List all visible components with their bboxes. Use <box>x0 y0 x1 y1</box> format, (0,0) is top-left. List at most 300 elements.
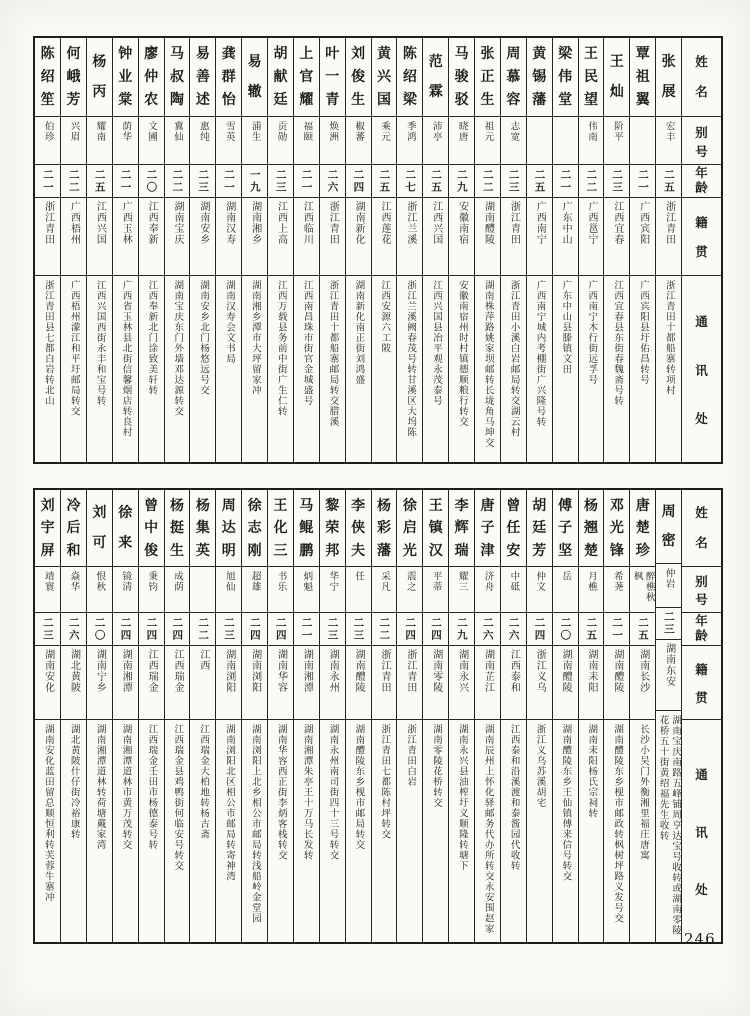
native-place-cell: 江西 <box>190 645 215 719</box>
alias-cell: 超雄 <box>242 566 267 612</box>
alias-cell: 震之 <box>397 566 422 612</box>
age-cell: 二三 <box>216 612 241 645</box>
address-cell: 江西宜春县东街春魏斋号转 <box>604 275 629 462</box>
address-cell: 江西南昌珠市街官金城盛号 <box>294 275 319 462</box>
native-place-cell: 广东中山 <box>553 197 578 275</box>
person-column <box>35 38 60 462</box>
name-cell: 上 官 耀 <box>299 46 314 108</box>
alias-cell: 宏丰 <box>656 116 681 164</box>
address-cell: 湖北黄陂什仔街冷裕康转 <box>61 719 86 942</box>
address-cell: 湖南永兴县油榨圩义顺隆转塘下 <box>449 719 474 942</box>
native-place-cell: 浙江青田 <box>35 197 60 275</box>
alias-cell <box>190 566 215 612</box>
address-cell: 湖南耒阳杨氏宗祠转 <box>579 719 604 942</box>
person-column <box>474 38 500 462</box>
alias-cell: 济舟 <box>475 566 500 612</box>
address-cell: 浙江青田七都陈村坪转交 <box>372 719 397 942</box>
address-cell: 江西瑞金壬田市杨德泰号转 <box>139 719 164 942</box>
address-cell: 长沙小吴门外衡湘里福庄唐寓 <box>630 719 655 942</box>
name-cell: 李 侠 夫 <box>351 497 366 559</box>
native-place-cell: 湖南宁乡 <box>87 645 112 719</box>
person-column <box>345 490 371 942</box>
header-native-place: 籍 贯 <box>682 197 721 275</box>
alias-cell: 旭仙 <box>216 566 241 612</box>
name-cell: 杨 翘 楚 <box>583 497 598 559</box>
address-cell: 湖南永州南司街四十三号转交 <box>320 719 345 942</box>
age-cell: 二二 <box>372 612 397 645</box>
alias-cell: 兴眉 <box>61 116 86 164</box>
address-cell: 湖南辰州上怀化驿邮务代办所转交永安围赵家 <box>475 719 500 942</box>
native-place-cell: 安徽南宿 <box>449 197 474 275</box>
header-name: 姓 名 <box>695 505 708 550</box>
name-cell: 刘 俊 生 <box>351 46 366 108</box>
native-place-cell: 广西南宁 <box>527 197 552 275</box>
age-cell: 二六 <box>320 164 345 197</box>
name-cell: 梁 伟 堂 <box>558 46 573 108</box>
native-place-cell: 江西兴国 <box>87 197 112 275</box>
person-column <box>138 38 164 462</box>
name-cell: 龚 群 怡 <box>221 46 236 108</box>
alias-cell: 炳魁 <box>294 566 319 612</box>
person-column <box>241 38 267 462</box>
person-column <box>371 490 397 942</box>
name-cell: 杨 挺 生 <box>169 497 184 559</box>
address-cell: 浙江青田小溪白岩邮局转交湖云村 <box>501 275 526 462</box>
age-cell: 二二 <box>579 164 604 197</box>
alias-cell: 浦生 <box>242 116 267 164</box>
alias-cell: 月樵 <box>579 566 604 612</box>
name-cell: 黄 兴 国 <box>376 46 391 108</box>
address-cell: 浙江兰溪阙春茂号转甘溪区大坞陈 <box>397 275 422 462</box>
native-place-cell: 湖南湘潭 <box>294 645 319 719</box>
alias-cell: 志宽 <box>501 116 526 164</box>
name-cell: 曾 任 安 <box>506 497 521 559</box>
native-place-cell: 湖南醴陵 <box>604 645 629 719</box>
alias-cell: 希荛 <box>604 566 629 612</box>
address-cell: 广西梧州濛江和平圩邮局转交 <box>61 275 86 462</box>
person-column <box>189 38 215 462</box>
name-cell: 刘 可 <box>92 505 107 551</box>
name-cell: 陈 绍 梁 <box>402 46 417 108</box>
person-column <box>189 490 215 942</box>
person-column <box>164 38 190 462</box>
name-cell: 徐 来 <box>118 505 133 551</box>
address-cell: 湖南宝庆南路五峰铺周亨达宝号收转或湖南零陵花桥五十街黄绍福先生收转 <box>656 710 681 942</box>
alias-cell: 伯珍 <box>35 116 60 164</box>
alias-cell <box>630 116 655 164</box>
person-column <box>345 38 371 462</box>
alias-cell: 平蒂 <box>423 566 448 612</box>
address-cell: 湖南湘潭道林转荷塘戴家湾 <box>87 719 112 942</box>
alias-cell: 焱华 <box>61 566 86 612</box>
alias-cell: 焕洲 <box>320 116 345 164</box>
alias-cell: 岳 <box>553 566 578 612</box>
alias-cell: 文圃 <box>139 116 164 164</box>
person-column <box>552 38 578 462</box>
age-cell: 一九 <box>242 164 267 197</box>
age-cell: 二一 <box>216 164 241 197</box>
alias-cell: 荫华 <box>113 116 138 164</box>
alias-cell: 季鸿 <box>397 116 422 164</box>
person-column <box>603 38 629 462</box>
age-cell: 二四 <box>527 612 552 645</box>
name-cell: 邓 光 锋 <box>609 497 624 559</box>
native-place-cell: 广西邕宁 <box>579 197 604 275</box>
address-cell: 浙江青田县七都白岩转北山 <box>35 275 60 462</box>
name-cell: 黄 锡 藩 <box>532 46 547 108</box>
name-cell: 周 慕 容 <box>506 46 521 108</box>
age-cell: 二〇 <box>139 164 164 197</box>
native-place-cell: 湖南醴陵 <box>346 645 371 719</box>
native-place-cell: 湖南永兴 <box>449 645 474 719</box>
alias-cell: 书乐 <box>268 566 293 612</box>
native-place-cell: 湖南东安 <box>656 639 681 710</box>
name-cell: 易 善 述 <box>195 46 210 108</box>
person-column <box>319 38 345 462</box>
native-place-cell: 湖南长沙 <box>630 645 655 719</box>
alias-cell: 乘元 <box>372 116 397 164</box>
name-cell: 范 霖 <box>428 53 443 101</box>
person-column <box>629 490 655 942</box>
name-cell: 马 叔 陶 <box>169 46 184 108</box>
name-cell: 易 辙 <box>247 53 262 101</box>
name-cell: 钟 业 棠 <box>118 46 133 108</box>
native-place-cell: 江西莲花 <box>372 197 397 275</box>
address-cell: 湖南汉寿会文书局 <box>216 275 241 462</box>
address-cell: 湖南新化南正街刘鸿盛 <box>346 275 371 462</box>
native-place-cell: 江西奉新 <box>139 197 164 275</box>
age-cell: 二六 <box>475 612 500 645</box>
native-place-cell: 湖南耒阳 <box>579 645 604 719</box>
age-cell: 二二 <box>190 612 215 645</box>
age-cell: 二五 <box>656 164 681 197</box>
person-column <box>164 490 190 942</box>
age-cell: 二五 <box>87 164 112 197</box>
native-place-cell: 广西玉林 <box>113 197 138 275</box>
person-column <box>526 490 552 942</box>
native-place-cell: 湖南芷江 <box>475 645 500 719</box>
alias-cell: 祖元 <box>475 116 500 164</box>
address-cell: 江西泰和沿溪渡和泰酱园代收转 <box>501 719 526 942</box>
name-cell: 叶 一 青 <box>325 46 340 108</box>
alias-cell: 耀三 <box>449 566 474 612</box>
name-cell: 胡 廷 芳 <box>532 497 547 559</box>
native-place-cell: 湖南醴陵 <box>553 645 578 719</box>
person-column <box>396 490 422 942</box>
person-column <box>422 38 448 462</box>
native-place-cell: 湖南零陵 <box>423 645 448 719</box>
age-cell: 二三 <box>501 164 526 197</box>
age-cell: 二四 <box>113 612 138 645</box>
person-column <box>35 490 60 942</box>
name-cell: 傅 子 坚 <box>558 497 573 559</box>
person-column <box>112 38 138 462</box>
alias-cell: 仲文 <box>527 566 552 612</box>
native-place-cell: 浙江青田 <box>501 197 526 275</box>
address-cell: 安徽南宿州时村镇德顺粮行转交 <box>449 275 474 462</box>
address-cell: 江西瑞金大柏地转杨古斋 <box>190 719 215 942</box>
address-cell: 湖南株萍路姚家坝邮转长垅角马坤交 <box>475 275 500 462</box>
address-cell: 广东中山县滕镇文田 <box>553 275 578 462</box>
person-column <box>86 490 112 942</box>
name-cell: 唐 楚 珍 <box>635 497 650 559</box>
address-cell: 江西瑞金县鸡鸭街何临安号转交 <box>165 719 190 942</box>
native-place-cell: 江西兴国 <box>423 197 448 275</box>
age-cell: 二三 <box>190 164 215 197</box>
name-cell: 杨 丙 <box>92 53 107 101</box>
native-place-cell: 湖南浏阳 <box>216 645 241 719</box>
name-cell: 王 民 望 <box>583 46 598 108</box>
address-cell: 湖南湘乡潭市大坪留家冲 <box>242 275 267 462</box>
age-cell: 二四 <box>346 164 371 197</box>
age-cell: 二一 <box>113 164 138 197</box>
person-column <box>578 38 604 462</box>
age-cell: 二六 <box>61 612 86 645</box>
address-cell: 湖南醴陵东乡枧市邮局转交 <box>346 719 371 942</box>
name-cell: 马 骏 驳 <box>454 46 469 108</box>
age-cell: 二四 <box>165 612 190 645</box>
alias-cell: 靖寰 <box>35 566 60 612</box>
name-cell: 周 密 <box>661 504 676 549</box>
name-cell: 徐 启 光 <box>402 497 417 559</box>
native-place-cell: 江西宜春 <box>604 197 629 275</box>
alias-cell: 伟南 <box>579 116 604 164</box>
person-column <box>655 38 681 462</box>
name-cell: 曾 中 俊 <box>144 497 159 559</box>
name-cell: 冷 后 和 <box>66 497 81 559</box>
age-cell: 二二 <box>61 164 86 197</box>
person-column <box>655 490 681 942</box>
name-cell: 王 灿 <box>609 53 624 101</box>
alias-cell: 镜清 <box>113 566 138 612</box>
address-cell: 湖南华容西正街李炳客栈转交 <box>268 719 293 942</box>
age-cell: 二一 <box>553 164 578 197</box>
address-cell: 江西兴国县冶平观永茂泰号 <box>423 275 448 462</box>
address-cell: 湖南安化蓝田留总顺恒利转芙蓉牛寨冲 <box>35 719 60 942</box>
address-cell: 江西奉新北门涂致美轩转 <box>139 275 164 462</box>
alias-cell: 惠纯 <box>190 116 215 164</box>
address-cell: 湖南湘潭道林市黄万茂转交 <box>113 719 138 942</box>
age-cell: 二四 <box>139 612 164 645</box>
name-cell: 杨 集 英 <box>195 497 210 559</box>
native-place-cell: 湖南湘潭 <box>113 645 138 719</box>
person-column <box>215 490 241 942</box>
name-cell: 王 镇 汉 <box>428 497 443 559</box>
age-cell: 二一 <box>294 164 319 197</box>
age-cell: 二五 <box>579 612 604 645</box>
name-cell: 张 正 生 <box>480 46 495 108</box>
age-cell: 二一 <box>604 612 629 645</box>
age-cell: 二三 <box>35 612 60 645</box>
address-cell: 湖南浏阳上北乡相公市邮局转浅船岭金堂园 <box>242 719 267 942</box>
address-cell: 湖南湘潭朱亭王十万马长发转 <box>294 719 319 942</box>
alias-cell: 雪英 <box>216 116 241 164</box>
age-cell: 二四 <box>242 612 267 645</box>
name-cell: 杨 彩 藩 <box>376 497 391 559</box>
native-place-cell: 湖南浏阳 <box>242 645 267 719</box>
person-column <box>86 38 112 462</box>
name-cell: 胡 献 廷 <box>273 46 288 108</box>
age-cell: 二九 <box>449 612 474 645</box>
header-alias: 别 号 <box>682 566 721 612</box>
person-column <box>60 38 86 462</box>
name-cell: 李 辉 瑞 <box>454 497 469 559</box>
native-place-cell: 湖南华容 <box>268 645 293 719</box>
native-place-cell: 湖北黄陂 <box>61 645 86 719</box>
name-cell: 廖 仲 农 <box>144 46 159 108</box>
person-column <box>500 38 526 462</box>
native-place-cell: 浙江青田 <box>372 645 397 719</box>
alias-cell: 采凡 <box>372 566 397 612</box>
address-cell: 广西宾阳县圩佑昌转号 <box>630 275 655 462</box>
native-place-cell: 湖南安化 <box>35 645 60 719</box>
header-column <box>681 38 721 462</box>
header-name: 姓 名 <box>695 53 708 99</box>
alias-cell: 福颐 <box>294 116 319 164</box>
person-column <box>552 490 578 942</box>
person-column <box>60 490 86 942</box>
alias-cell: 秉钧 <box>139 566 164 612</box>
alias-cell <box>553 116 578 164</box>
address-cell: 江西兴国西街永丰和宝号转 <box>87 275 112 462</box>
age-cell: 二一 <box>294 612 319 645</box>
person-column <box>371 38 397 462</box>
native-place-cell: 湖南安乡 <box>190 197 215 275</box>
age-cell: 二六 <box>501 612 526 645</box>
alias-cell: 晓唐 <box>449 116 474 164</box>
native-place-cell: 广西宾阳 <box>630 197 655 275</box>
address-cell: 浙江青田十都船寨转项村 <box>656 275 681 462</box>
address-cell: 湖南宝庆东门外墙邓达源转交 <box>165 275 190 462</box>
age-cell: 二四 <box>423 612 448 645</box>
age-cell: 二三 <box>320 612 345 645</box>
alias-cell: 任 <box>346 566 371 612</box>
age-cell: 二一 <box>630 164 655 197</box>
person-column <box>603 490 629 942</box>
person-column <box>448 490 474 942</box>
person-column <box>474 490 500 942</box>
header-address: 通 讯 处 <box>682 719 721 942</box>
header-age: 年 龄 <box>682 612 721 645</box>
directory-table-bottom <box>33 488 723 944</box>
name-cell: 张 展 <box>661 53 676 101</box>
person-column <box>319 490 345 942</box>
native-place-cell: 浙江青田 <box>397 645 422 719</box>
header-native-place: 籍 贯 <box>682 645 721 719</box>
person-column <box>138 490 164 942</box>
age-cell: 二三 <box>604 164 629 197</box>
alias-cell <box>527 116 552 164</box>
alias-cell: 醉樵秋枫 <box>630 566 655 612</box>
age-cell: 二四 <box>268 612 293 645</box>
alias-cell: 仲岩 <box>656 563 681 607</box>
native-place-cell: 江西临川 <box>294 197 319 275</box>
address-cell: 湖南零陵花桥转交 <box>423 719 448 942</box>
address-cell: 广西南宁城内考棚街广兴隆号转 <box>527 275 552 462</box>
age-cell: 二〇 <box>553 612 578 645</box>
age-cell: 二四 <box>397 612 422 645</box>
alias-cell: 中砥 <box>501 566 526 612</box>
person-column <box>241 490 267 942</box>
address-cell: 湖南安乡北门杨悠远号交 <box>190 275 215 462</box>
alias-cell: 耀南 <box>87 116 112 164</box>
name-cell: 覃 祖 翼 <box>635 46 650 108</box>
name-cell: 周 达 明 <box>221 497 236 559</box>
age-cell: 二一 <box>35 164 60 197</box>
name-cell: 王 化 三 <box>273 497 288 559</box>
age-cell: 二三 <box>346 612 371 645</box>
alias-cell: 椒蕃 <box>346 116 371 164</box>
native-place-cell: 湖南宝庆 <box>165 197 190 275</box>
name-cell: 唐 子 津 <box>480 497 495 559</box>
address-cell: 湖南醴陵东乡王仙镇傅来信号转交 <box>553 719 578 942</box>
person-column <box>578 490 604 942</box>
person-column <box>112 490 138 942</box>
name-cell: 马 鲲 鹏 <box>299 497 314 559</box>
address-cell: 湖南浏阳北区相公市邮局转寄神湾 <box>216 719 241 942</box>
age-cell: 二五 <box>630 612 655 645</box>
alias-cell: 成荫 <box>165 566 190 612</box>
native-place-cell: 江西泰和 <box>501 645 526 719</box>
native-place-cell: 浙江青田 <box>320 197 345 275</box>
age-cell: 二〇 <box>87 612 112 645</box>
page-number: 246 <box>684 930 716 948</box>
alias-cell: 阶平 <box>604 116 629 164</box>
header-address: 通 讯 处 <box>682 275 721 462</box>
person-column <box>526 38 552 462</box>
age-cell: 二三 <box>656 607 681 639</box>
header-age: 年 龄 <box>682 164 721 197</box>
age-cell: 二二 <box>475 164 500 197</box>
person-column <box>267 38 293 462</box>
name-cell: 刘 宇 屏 <box>40 497 55 559</box>
native-place-cell: 湖南汉寿 <box>216 197 241 275</box>
native-place-cell: 湖南湘乡 <box>242 197 267 275</box>
native-place-cell: 广西梧州 <box>61 197 86 275</box>
native-place-cell: 湖南醴陵 <box>475 197 500 275</box>
header-alias: 别 号 <box>682 116 721 164</box>
person-column <box>396 38 422 462</box>
native-place-cell: 江西瑞金 <box>139 645 164 719</box>
address-cell: 湖南醴陵东乡枧市邮政转枫树坪路义发号交 <box>604 719 629 942</box>
native-place-cell: 江西瑞金 <box>165 645 190 719</box>
address-cell: 浙江义乌苏溪胡宅 <box>527 719 552 942</box>
alias-cell: 沛亭 <box>423 116 448 164</box>
age-cell: 二五 <box>372 164 397 197</box>
native-place-cell: 湖南永州 <box>320 645 345 719</box>
person-column <box>293 38 319 462</box>
person-column <box>267 490 293 942</box>
age-cell: 二二 <box>165 164 190 197</box>
address-cell: 广西南宁木行街远孚号 <box>579 275 604 462</box>
age-cell: 二五 <box>527 164 552 197</box>
alias-cell: 贡勋 <box>268 116 293 164</box>
age-cell: 二九 <box>449 164 474 197</box>
person-column <box>215 38 241 462</box>
alias-cell: 华宁 <box>320 566 345 612</box>
directory-table-top <box>33 36 723 464</box>
header-column <box>681 490 721 942</box>
native-place-cell: 江西上高 <box>268 197 293 275</box>
person-column <box>629 38 655 462</box>
native-place-cell: 湖南新化 <box>346 197 371 275</box>
address-cell: 江西万载县务前中街广生仁转 <box>268 275 293 462</box>
person-column <box>500 490 526 942</box>
address-cell: 江西安源六工陂 <box>372 275 397 462</box>
name-cell: 徐 志 刚 <box>247 497 262 559</box>
age-cell: 二五 <box>423 164 448 197</box>
person-column <box>422 490 448 942</box>
